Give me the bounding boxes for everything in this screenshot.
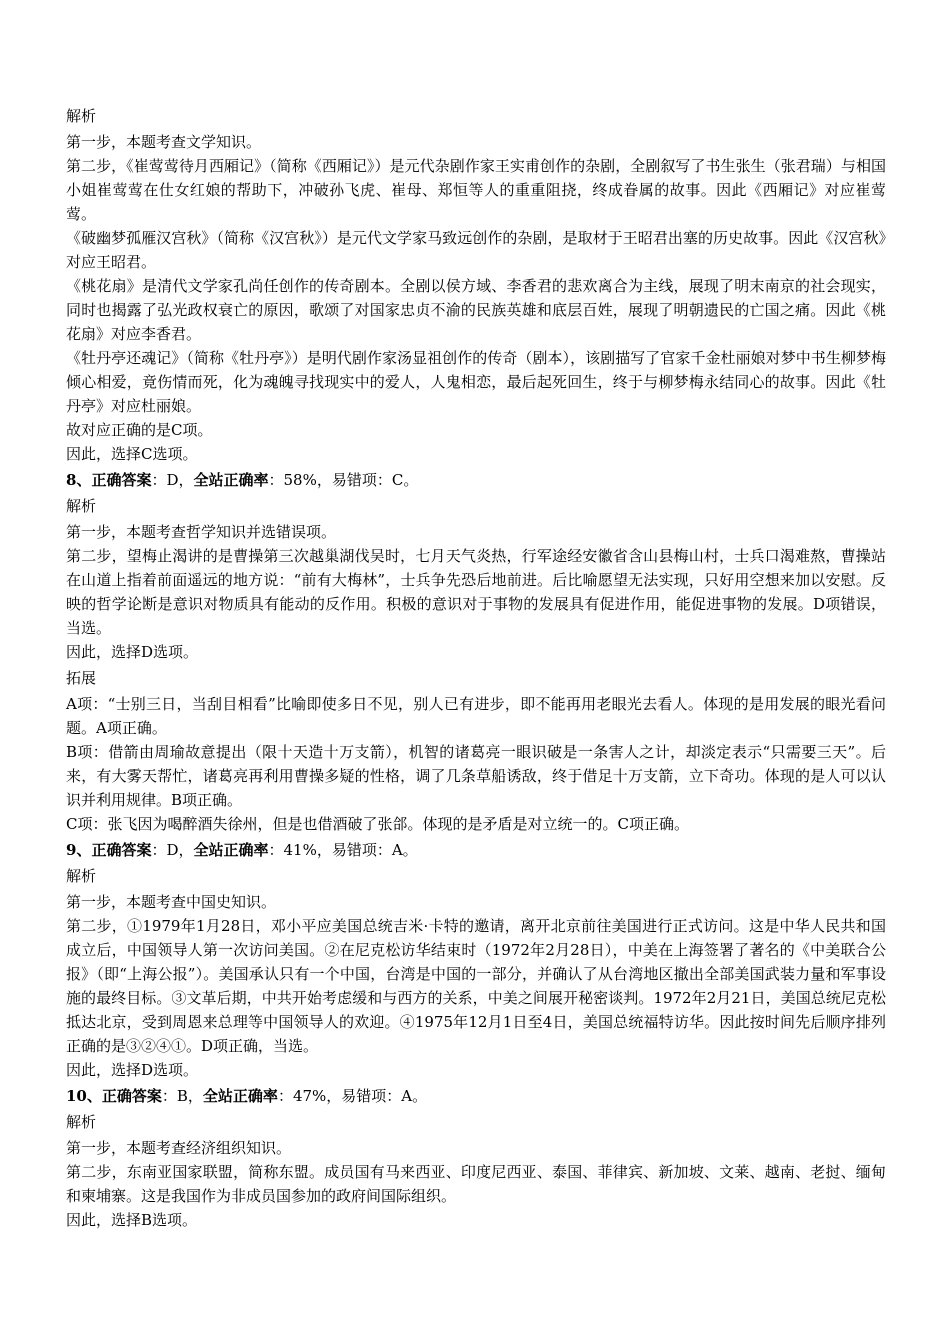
q8-step-two: 第二步，望梅止渴讲的是曹操第三次越巢湖伐吴时，七月天气炎热，行军途经安徽省含山县梅山村，士兵口渴难熬，曹操站在山道上指着前面遥远的地方说：“前有大梅林”，士兵争先恐后地前进。后比喻愿望无法实现，只好用空想来加以安慰。反映的哲学论断是意识对物质具有能动的反作用。积极的意识对于事物的发展具有促进作用，能促进事物的发展。D项错误，当选。 [66, 547, 886, 637]
q7-step-two: 第二步，《崔莺莺待月西厢记》（简称《西厢记》）是元代杂剧作家王实甫创作的杂剧，全剧叙写了书生张生（张君瑞）与相国小姐崔莺莺在仕女红娘的帮助下，冲破孙飞虎、崔母、郑恒等人的重重阻挠，终成眷属的故事。因此《西厢记》对应崔莺莺。 [66, 157, 886, 223]
q10-final-choice: 因此，选择B选项。 [66, 1211, 198, 1229]
q10-number: 10、 [66, 1087, 102, 1105]
q10-answer-value: ：B， [161, 1087, 203, 1105]
q8-rate-label: 全站正确率 [193, 471, 269, 489]
q7-mudanting-paragraph: 《牡丹亭还魂记》（简称《牡丹亭》）是明代剧作家汤显祖创作的传奇（剧本），该剧描写了官家千金杜丽娘对梦中书生柳梦梅倾心相爱，竟伤情而死，化为魂魄寻找现实中的爱人，人鬼相恋，最后起死回生，终于与柳梦梅永结同心的故事。因此《牡丹亭》对应杜丽娘。 [66, 349, 886, 415]
q7-jiexi-heading: 解析 [66, 107, 97, 125]
q8-rate-value: ：58%，易错项：C。 [268, 471, 419, 489]
q10-step-two: 第二步，东南亚国家联盟，简称东盟。成员国有马来西亚、印度尼西亚、泰国、菲律宾、新加坡、文莱、越南、老挝、缅甸和柬埔寨。这是我国作为非成员国参加的政府间国际组织。 [66, 1163, 886, 1205]
q9-number: 9、 [66, 841, 92, 859]
q9-answer-line [66, 838, 886, 862]
q10-section [66, 1082, 886, 1232]
q10-rate-label: 全站正确率 [202, 1087, 278, 1105]
q7-step-one: 第一步，本题考查文学知识。 [66, 133, 262, 151]
q7-taohuashan-paragraph: 《桃花扇》是清代文学家孔尚任创作的传奇剧本。全剧以侯方域、李香君的悲欢离合为主线，展现了明末南京的社会现实，同时也揭露了弘光政权衰亡的原因，歌颂了对国家忠贞不渝的民族英雄和底层百姓，展现了明朝遗民的亡国之痛。因此《桃花扇》对应李香君。 [66, 277, 886, 343]
q8-jiexi-heading: 解析 [66, 497, 97, 515]
q10-rate-value: ：47%，易错项：A。 [277, 1087, 428, 1105]
q8-section [66, 466, 886, 836]
q8-final-choice: 因此，选择D选项。 [66, 643, 199, 661]
q8-answer-label: 正确答案 [91, 471, 152, 489]
q9-rate-value: ：41%，易错项：A。 [268, 841, 418, 859]
q8-step-one: 第一步，本题考查哲学知识并选错误项。 [66, 523, 337, 541]
q8-ext-option-a: A项：“士别三日，当刮目相看”比喻即使多日不见，别人已有进步，即不能再用老眼光去看人。体现的是用发展的眼光看问题。A项正确。 [66, 695, 886, 737]
q9-step-two: 第二步，①1979年1月28日，邓小平应美国总统吉米·卡特的邀请，离开北京前往美国进行正式访问。这是中华人民共和国成立后，中国领导人第一次访问美国。②在尼克松访华结束时（1972年2月28日），中美在上海签署了著名的《中美联合公报》（即“上海公报”）。美国承认只有一个中国，台湾是中国的一部分，并确认了从台湾地区撤出全部美国武装力量和军事设施的最终目标。③文革后期，中共开始考虑缓和与西方的关系，中美之间展开秘密谈判。1972年2月21日，美国总统尼克松抵达北京，受到周恩来总理等中国领导人的欢迎。④1975年12月1日至4日，美国总统福特访华。因此按时间先后顺序排列正确的是③②④①。D项正确，当选。 [66, 917, 886, 1055]
q9-answer-value: ：D， [151, 841, 194, 859]
q10-answer-line [66, 1084, 886, 1108]
q9-rate-label: 全站正确率 [193, 841, 269, 859]
q8-answer-value: ：D， [151, 471, 194, 489]
q8-ext-option-c: C项：张飞因为喝醉酒失徐州，但是也借酒破了张郃。体现的是矛盾是对立统一的。C项正确。 [66, 815, 689, 833]
q8-number: 8、 [66, 471, 92, 489]
q7-hangongqiu-paragraph: 《破幽梦孤雁汉宫秋》（简称《汉宫秋》）是元代文学家马致远创作的杂剧，是取材于王昭君出塞的历史故事。因此《汉宫秋》对应王昭君。 [66, 229, 886, 271]
q8-answer-line [66, 468, 886, 492]
q8-tuozhan-heading: 拓展 [66, 669, 97, 687]
q9-jiexi-heading: 解析 [66, 867, 97, 885]
q9-final-choice: 因此，选择D选项。 [66, 1061, 199, 1079]
q7-final-choice: 因此，选择C选项。 [66, 445, 198, 463]
q7-conclusion: 故对应正确的是C项。 [66, 421, 213, 439]
q9-section [66, 836, 886, 1082]
q8-ext-option-b: B项：借箭由周瑜故意提出（限十天造十万支箭），机智的诸葛亮一眼识破是一条害人之计，却淡定表示“只需要三天”。后来，有大雾天帮忙，诸葛亮再利用曹操多疑的性格，调了几条草船诱敌，终于借足十万支箭，立下奇功。体现的是人可以认识并利用规律。B项正确。 [66, 743, 886, 809]
q9-step-one: 第一步，本题考查中国史知识。 [66, 893, 277, 911]
q7-section [66, 104, 886, 466]
q10-answer-label: 正确答案 [101, 1087, 162, 1105]
q9-answer-label: 正确答案 [91, 841, 152, 859]
q10-jiexi-heading: 解析 [66, 1113, 97, 1131]
q10-step-one: 第一步，本题考查经济组织知识。 [66, 1139, 292, 1157]
